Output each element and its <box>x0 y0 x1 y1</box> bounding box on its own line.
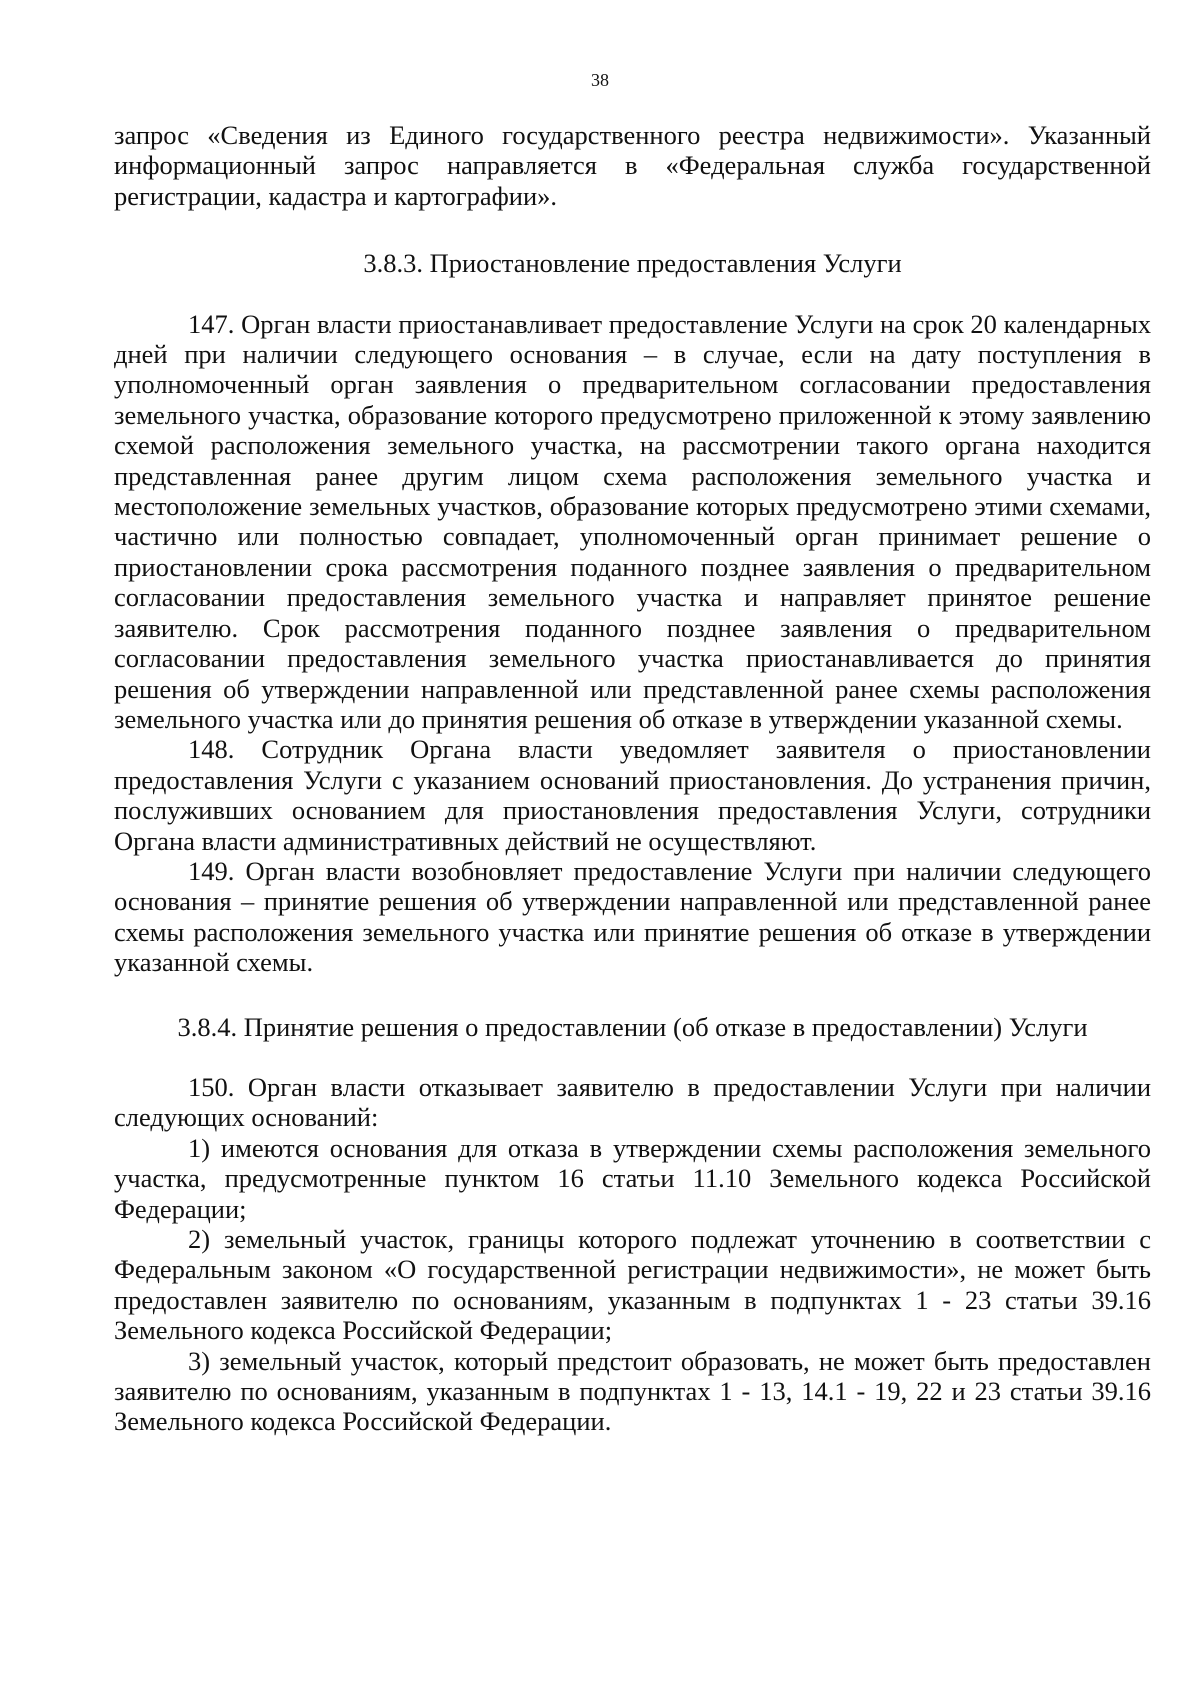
page-content <box>114 120 1151 1437</box>
section-heading-3-8-3: 3.8.3. Приостановление предоставления Услуги <box>363 248 902 279</box>
list-item-2: 2) земельный участок, границы которого подлежат уточнению в соответствии с Федеральным законом «О государственной регистрации недвижимости», не может быть предоставлен заявителю по основаниям, указанным в подпунктах 1 - 23 статьи 39.16 Земельного кодекса Российской Федерации; <box>114 1224 1151 1346</box>
intro-paragraph: запрос «Сведения из Единого государственного реестра недвижимости». Указанный информационный запрос направляется в «Федеральная служба государственной регистрации, кадастра и картографии». <box>114 120 1151 211</box>
paragraph-148: 148. Сотрудник Органа власти уведомляет заявителя о приостановлении предоставления Услуги с указанием оснований приостановления. До устранения причин, послуживших основанием для приостановления предоставления Услуги, сотрудники Органа власти административных действий не осуществляют. <box>114 734 1151 856</box>
section-heading-3-8-4: 3.8.4. Принятие решения о предоставлении (об отказе в предоставлении) Услуги <box>177 1011 1088 1042</box>
list-item-1: 1) имеются основания для отказа в утверждении схемы расположения земельного участка, предусмотренные пунктом 16 статьи 11.10 Земельного кодекса Российской Федерации; <box>114 1132 1151 1224</box>
paragraph-149: 149. Орган власти возобновляет предоставление Услуги при наличии следующего основания – принятие решения об утверждении направленной или представленной ранее схемы расположения земельного участка или принятие решения об отказе в утверждении указанной схемы. <box>114 855 1151 978</box>
paragraph-147: 147. Орган власти приостанавливает предоставление Услуги на срок 20 календарных дней при наличии следующего основания – в случае, если на дату поступления в уполномоченный орган заявления о предварительном согласовании предоставления земельного участка, образование которого предусмотрено приложенной к этому заявлению схемой расположения земельного участка, на рассмотрении такого органа находится представленная ранее другим лицом схема расположения земельного участка и местоположение земельных участков, образование которых предусмотрено этими схемами, частично или полностью совпадает, уполномоченный орган принимает решение о приостановлении срока рассмотрения поданного позднее заявления о предварительном согласовании предоставления земельного участка и направляет принятое решение заявителю. Срок рассмотрения поданного позднее заявления о предварительном согласовании предоставления земельного участка приостанавливается до принятия решения об утверждении направленной или представленной ранее схемы расположения земельного участка или до принятия решения об отказе в утверждении указанной схемы. <box>114 308 1151 734</box>
page-number: 38 <box>591 70 609 90</box>
list-item-3: 3) земельный участок, который предстоит образовать, не может быть предоставлен заявителю по основаниям, указанным в подпунктах 1 - 13, 14.1 - 19, 22 и 23 статьи 39.16 Земельного кодекса Российской Федерации. <box>114 1345 1151 1437</box>
paragraph-150: 150. Орган власти отказывает заявителю в предоставлении Услуги при наличии следующих оснований: <box>114 1071 1151 1133</box>
